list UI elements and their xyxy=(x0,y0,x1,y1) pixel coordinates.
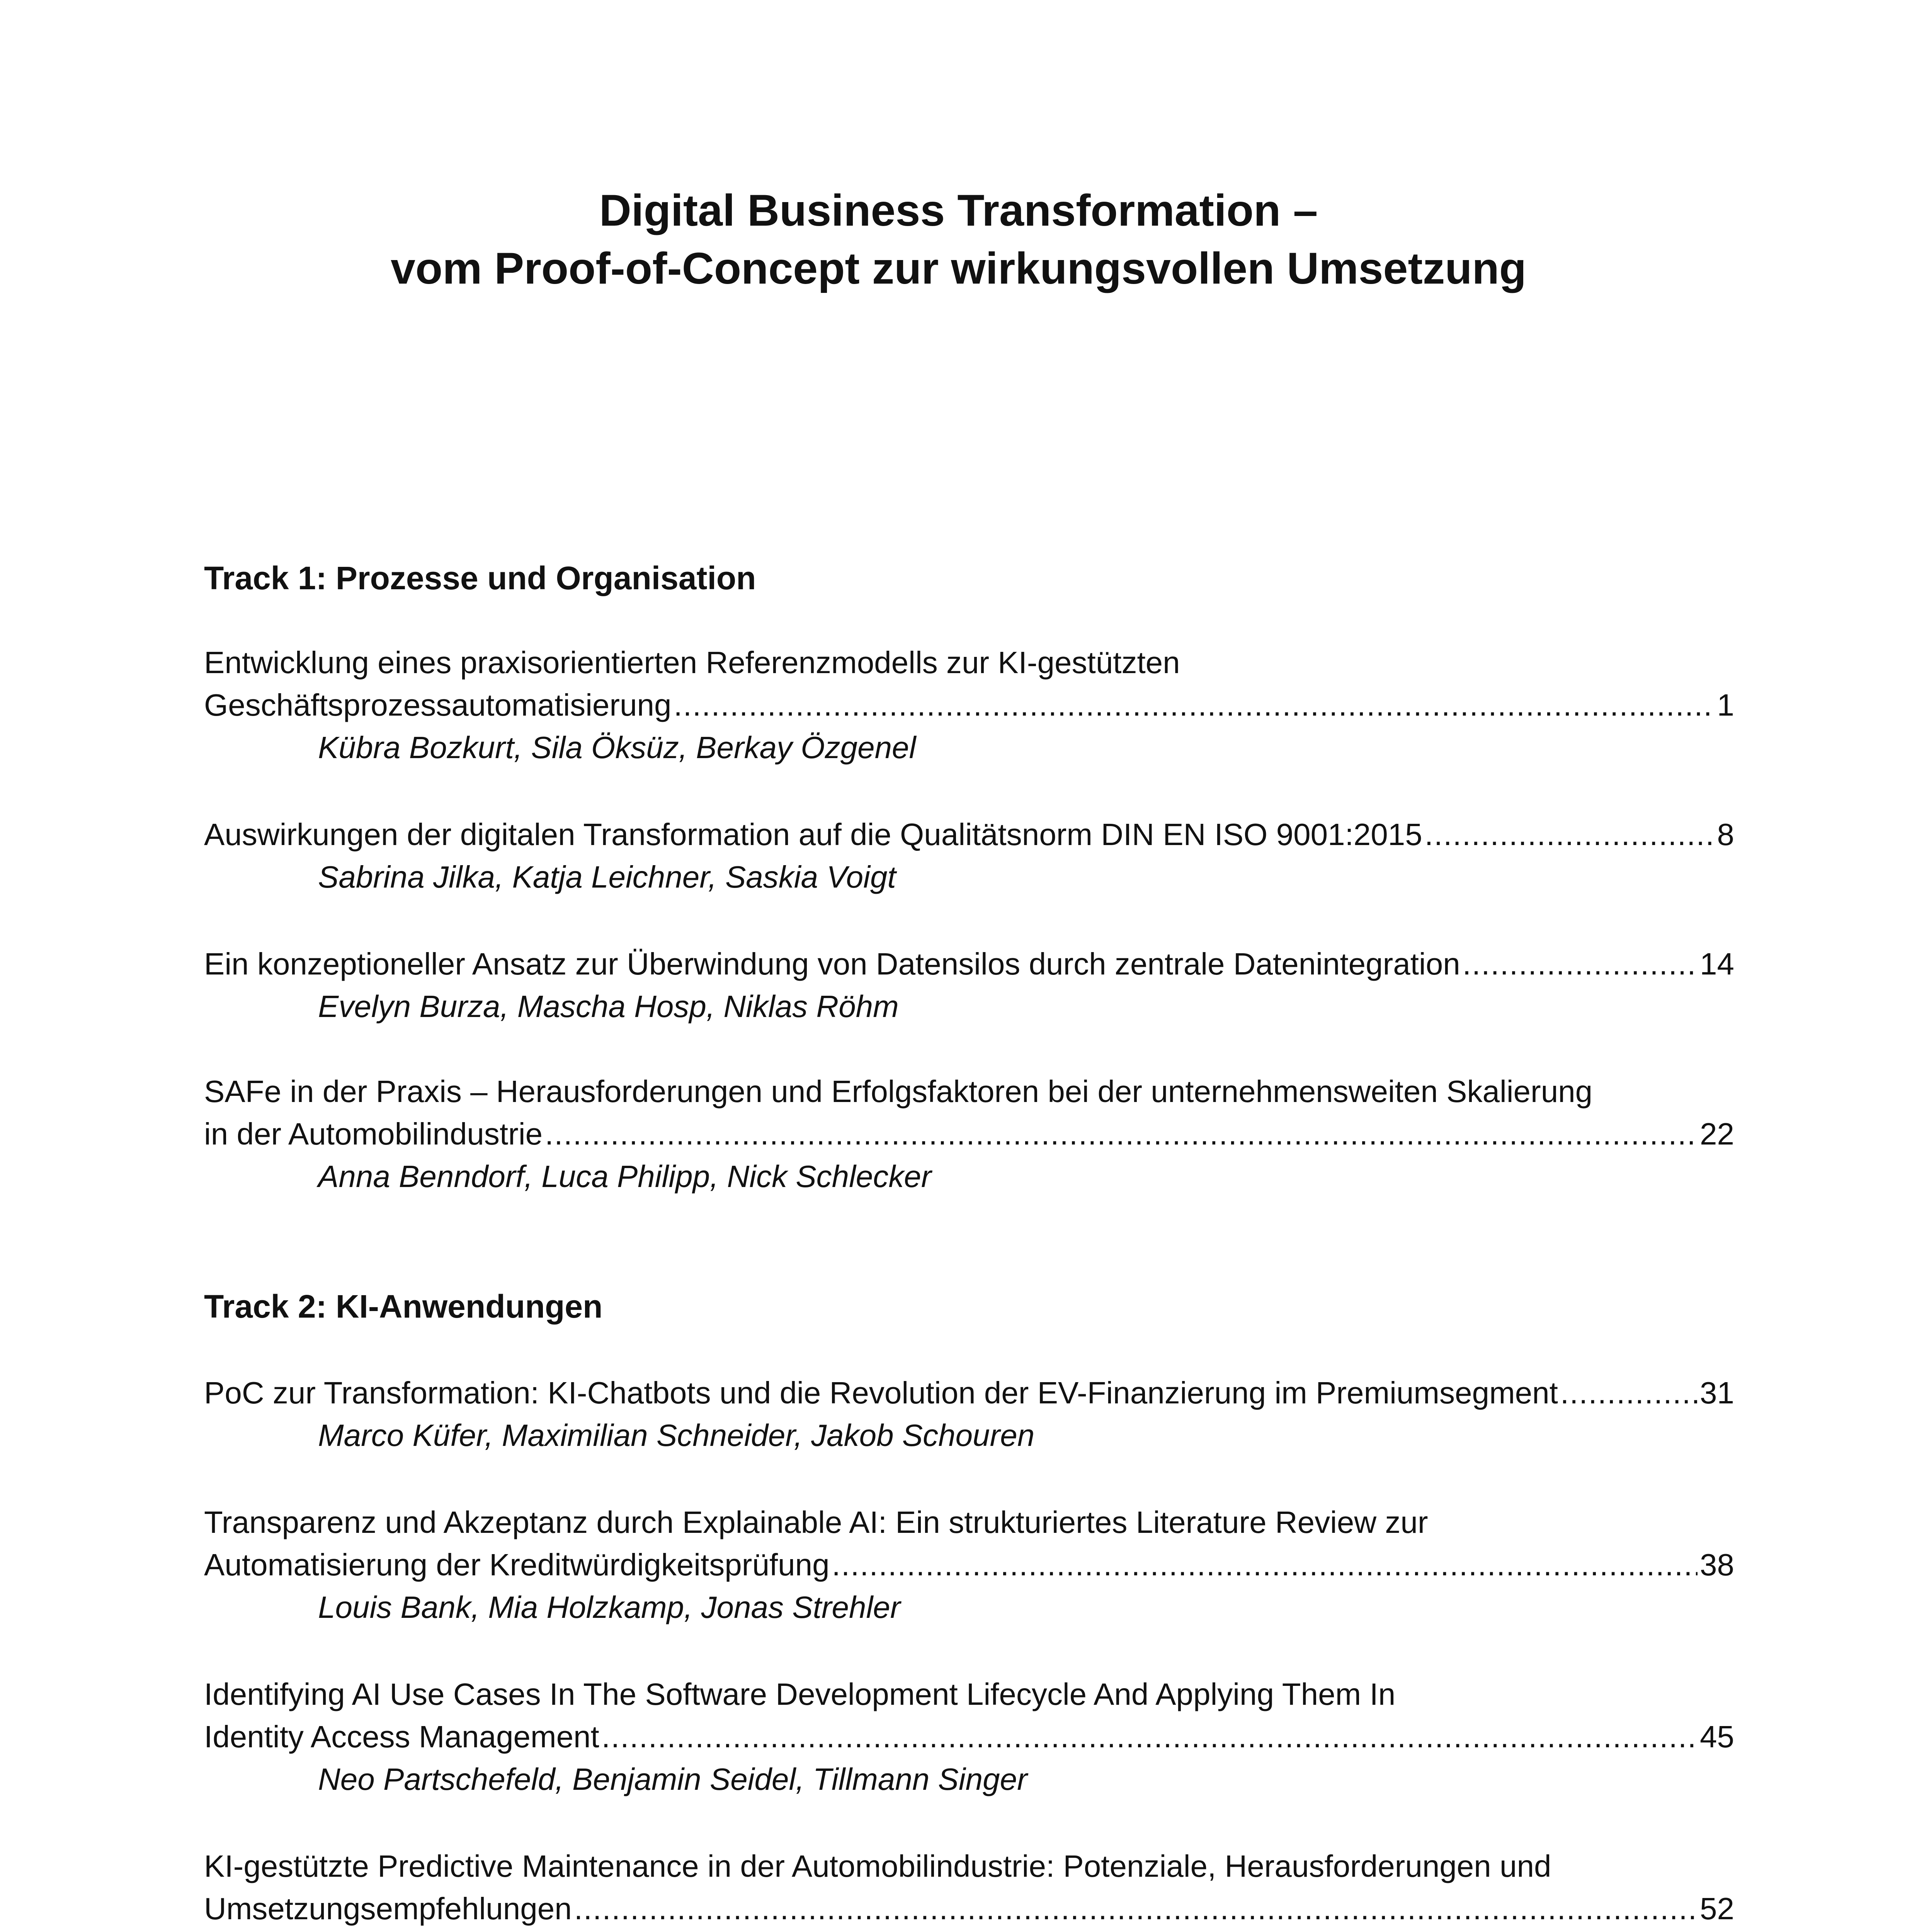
entry-title-leader-line xyxy=(204,813,1734,856)
toc-entry[interactable] xyxy=(204,641,1734,769)
page-number: 31 xyxy=(1700,1376,1734,1410)
entry-authors: Sabrina Jilka, Katja Leichner, Saskia Voigt xyxy=(318,860,896,894)
track-heading: Track 1: Prozesse und Organisation xyxy=(204,560,756,596)
toc-entry[interactable] xyxy=(204,943,1734,1028)
entry-title-line: KI-gestützte Predictive Maintenance in der Automobilindustrie: Potenziale, Herausforderungen und xyxy=(204,1849,1551,1883)
page-number: 8 xyxy=(1717,817,1734,852)
toc-entry[interactable] xyxy=(204,1501,1734,1629)
dot-leader xyxy=(1425,813,1715,856)
entry-authors: Evelyn Burza, Mascha Hosp, Niklas Röhm xyxy=(318,989,899,1024)
page-number: 1 xyxy=(1717,688,1734,722)
entry-title-leader-line xyxy=(204,1113,1734,1155)
page-title xyxy=(0,182,1917,298)
entry-title-leader-line xyxy=(204,1544,1734,1586)
toc-entry[interactable] xyxy=(204,1845,1734,1932)
entry-title-line: in der Automobilindustrie xyxy=(204,1117,543,1151)
page-number: 45 xyxy=(1700,1719,1734,1754)
toc-entry[interactable] xyxy=(204,1673,1734,1801)
entry-title-line: Auswirkungen der digitalen Transformation auf die Qualitätsnorm DIN EN ISO 9001:2015 xyxy=(204,817,1422,852)
toc-entry[interactable] xyxy=(204,1372,1734,1457)
entry-title-line: Automatisierung der Kreditwürdigkeitsprüfung xyxy=(204,1548,830,1582)
entry-title-leader-line xyxy=(204,1372,1734,1414)
entry-authors: Neo Partschefeld, Benjamin Seidel, Tillmann Singer xyxy=(318,1762,1027,1796)
entry-authors: Louis Bank, Mia Holzkamp, Jonas Strehler xyxy=(318,1590,901,1624)
entry-title-line: Identifying AI Use Cases In The Software Development Lifecycle And Applying Them In xyxy=(204,1677,1396,1711)
page-number: 14 xyxy=(1700,947,1734,981)
page-title-line-1: Digital Business Transformation – xyxy=(599,186,1318,235)
entry-authors: Anna Benndorf, Luca Philipp, Nick Schlecker xyxy=(318,1159,932,1194)
page-number: 22 xyxy=(1700,1117,1734,1151)
entry-title-leader-line xyxy=(204,684,1734,726)
entry-authors: Marco Küfer, Maximilian Schneider, Jakob Schouren xyxy=(318,1418,1035,1452)
entry-title-line: Entwicklung eines praxisorientierten Referenzmodells zur KI-gestützten xyxy=(204,645,1180,680)
entry-title-leader-line xyxy=(204,1888,1734,1930)
entry-title-line: Identity Access Management xyxy=(204,1719,599,1754)
dot-leader xyxy=(674,684,1715,726)
dot-leader xyxy=(1560,1372,1698,1414)
dot-leader xyxy=(832,1544,1698,1586)
dot-leader xyxy=(1463,943,1698,985)
entry-title-line: Transparenz und Akzeptanz durch Explainable AI: Ein strukturiertes Literature Review zur xyxy=(204,1505,1428,1539)
page-title-line-2: vom Proof-of-Concept zur wirkungsvollen Umsetzung xyxy=(390,244,1526,293)
entry-title-line: PoC zur Transformation: KI-Chatbots und die Revolution der EV-Finanzierung im Premiumsegment xyxy=(204,1376,1558,1410)
dot-leader xyxy=(545,1113,1698,1155)
toc-entry[interactable] xyxy=(204,1070,1734,1198)
track-heading: Track 2: KI-Anwendungen xyxy=(204,1288,603,1325)
page-number: 52 xyxy=(1700,1891,1734,1926)
entry-title-leader-line xyxy=(204,943,1734,985)
entry-title-line: Geschäftsprozessautomatisierung xyxy=(204,688,672,722)
entry-title-line: Umsetzungsempfehlungen xyxy=(204,1891,572,1926)
dot-leader xyxy=(574,1888,1698,1930)
toc-entry[interactable] xyxy=(204,813,1734,898)
entry-title-line: Ein konzeptioneller Ansatz zur Überwindung von Datensilos durch zentrale Datenintegration xyxy=(204,947,1460,981)
entry-title-line: SAFe in der Praxis – Herausforderungen und Erfolgsfaktoren bei der unternehmensweiten Skalierung xyxy=(204,1074,1593,1109)
entry-title-leader-line xyxy=(204,1716,1734,1758)
page-number: 38 xyxy=(1700,1548,1734,1582)
entry-authors: Kübra Bozkurt, Sila Öksüz, Berkay Özgenel xyxy=(318,730,916,765)
entry-authors xyxy=(318,1930,1734,1932)
dot-leader xyxy=(602,1716,1698,1758)
